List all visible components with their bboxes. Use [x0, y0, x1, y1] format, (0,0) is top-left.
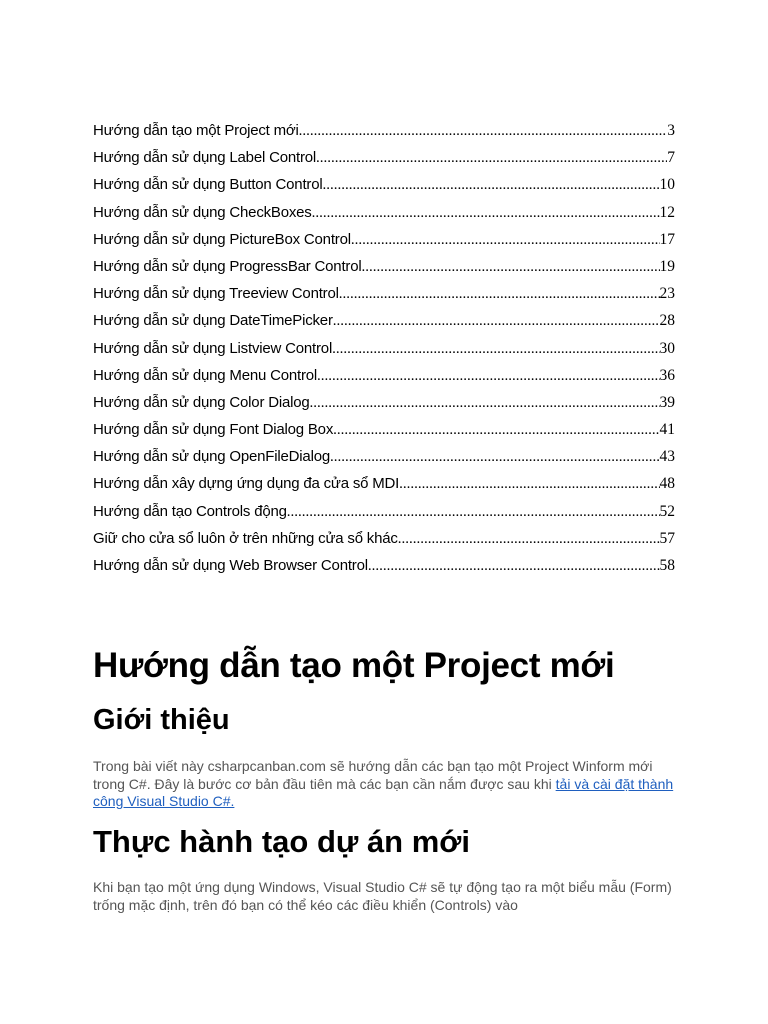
toc-entry-title: Hướng dẫn sử dụng ProgressBar Control: [93, 257, 362, 275]
toc-dot-leader: [330, 444, 660, 470]
toc-entry-page: 36: [659, 366, 675, 384]
toc-entry-title: Hướng dẫn sử dụng Button Control: [93, 176, 323, 194]
intro-heading: Giới thiệu: [93, 704, 230, 736]
toc-entry[interactable]: [93, 171, 675, 198]
toc-entry-title: Hướng dẫn tạo Controls động: [93, 502, 287, 520]
toc-dot-leader: [398, 526, 660, 552]
toc-entry-page: 17: [659, 230, 675, 248]
toc-dot-leader: [351, 227, 660, 253]
toc-entry[interactable]: [93, 253, 675, 280]
toc-entry-title: Hướng dẫn sử dụng Color Dialog: [93, 393, 310, 411]
toc-dot-leader: [399, 471, 659, 497]
toc-entry-title: Hướng dẫn sử dụng Treeview Control: [93, 285, 339, 303]
toc-entry-page: 7: [667, 149, 675, 167]
practice-heading: Thực hành tạo dự án mới: [93, 824, 470, 859]
toc-entry-title: Hướng dẫn xây dựng ứng dụng đa cửa sổ MDI: [93, 475, 400, 493]
toc-dot-leader: [287, 499, 660, 525]
toc-entry-page: 12: [659, 203, 675, 221]
toc-entry[interactable]: [93, 226, 675, 253]
toc-entry[interactable]: [93, 280, 675, 307]
toc-entry-page: 58: [659, 557, 675, 574]
main-heading: Hướng dẫn tạo một Project mới: [93, 646, 615, 685]
toc-entry-page: 39: [659, 393, 675, 411]
toc-entry[interactable]: [93, 416, 675, 443]
toc-dot-leader: [333, 308, 660, 334]
toc-dot-leader: [332, 336, 659, 362]
toc-entry[interactable]: [93, 362, 675, 389]
toc-entry-page: 43: [659, 448, 675, 466]
toc-entry-title: Hướng dẫn sử dụng Font Dialog Box: [93, 421, 334, 439]
toc-entry-page: 23: [659, 285, 675, 303]
toc-entry-title: Hướng dẫn sử dụng Web Browser Control: [93, 557, 368, 574]
toc-entry-page: 57: [659, 529, 675, 547]
toc-entry[interactable]: [93, 552, 675, 579]
toc-entry-title: Hướng dẫn sử dụng DateTimePicker: [93, 312, 333, 330]
toc-entry-page: 30: [659, 339, 675, 357]
toc-entry[interactable]: [93, 498, 675, 525]
toc-dot-leader: [368, 553, 660, 579]
toc-entry-page: 28: [659, 312, 675, 330]
toc-entry-title: Hướng dẫn sử dụng Menu Control: [93, 366, 318, 384]
toc-entry[interactable]: [93, 525, 675, 552]
toc-dot-leader: [317, 363, 659, 389]
toc-dot-leader: [333, 417, 659, 443]
toc-dot-leader: [316, 145, 667, 171]
intro-text: Trong bài viết này csharpcanban.com sẽ hướng dẫn các bạn tạo một Project Winform mới trong C#. Đây là bước cơ bản đầu tiên mà các bạn cần nắm được sau khi: [93, 758, 653, 792]
toc-entry[interactable]: [93, 307, 675, 334]
table-of-contents: [93, 117, 675, 579]
toc-entry-page: 3: [667, 122, 675, 139]
toc-entry-title: Hướng dẫn sử dụng OpenFileDialog: [93, 448, 330, 466]
toc-entry[interactable]: [93, 117, 675, 144]
toc-dot-leader: [299, 118, 668, 144]
toc-entry[interactable]: [93, 199, 675, 226]
install-link[interactable]: tải và cài đặt thành công Visual Studio C#.: [93, 775, 674, 809]
toc-entry-page: 10: [659, 176, 675, 194]
practice-paragraph: Khi bạn tạo một ứng dụng Windows, Visual Studio C# sẽ tự động tạo ra một biểu mẫu (Form) trống mặc định, trên đó bạn có thể kéo các điều khiển (Controls) vào: [93, 879, 672, 913]
toc-entry-page: 48: [659, 475, 675, 493]
toc-entry[interactable]: [93, 470, 675, 497]
toc-dot-leader: [323, 172, 660, 198]
toc-entry-title: Hướng dẫn sử dụng Label Control: [93, 149, 317, 167]
toc-entry-title: Hướng dẫn sử dụng PictureBox Control: [93, 230, 351, 248]
toc-entry-title: Giữ cho cửa sổ luôn ở trên những cửa sổ khác: [93, 529, 398, 547]
toc-entry-page: 52: [659, 502, 675, 520]
toc-dot-leader: [362, 254, 660, 280]
toc-entry-title: Hướng dẫn sử dụng CheckBoxes: [93, 203, 312, 221]
toc-entry-title: Hướng dẫn sử dụng Listview Control: [93, 339, 333, 357]
toc-dot-leader: [312, 200, 660, 226]
toc-dot-leader: [339, 281, 660, 307]
toc-entry-title: Hướng dẫn tạo một Project mới: [93, 122, 299, 139]
toc-entry[interactable]: [93, 335, 675, 362]
toc-entry[interactable]: [93, 144, 675, 171]
toc-dot-leader: [310, 390, 660, 416]
toc-entry[interactable]: [93, 443, 675, 470]
toc-entry[interactable]: [93, 389, 675, 416]
intro-paragraph: [93, 758, 683, 811]
toc-entry-page: 19: [659, 257, 675, 275]
toc-entry-page: 41: [659, 421, 675, 439]
